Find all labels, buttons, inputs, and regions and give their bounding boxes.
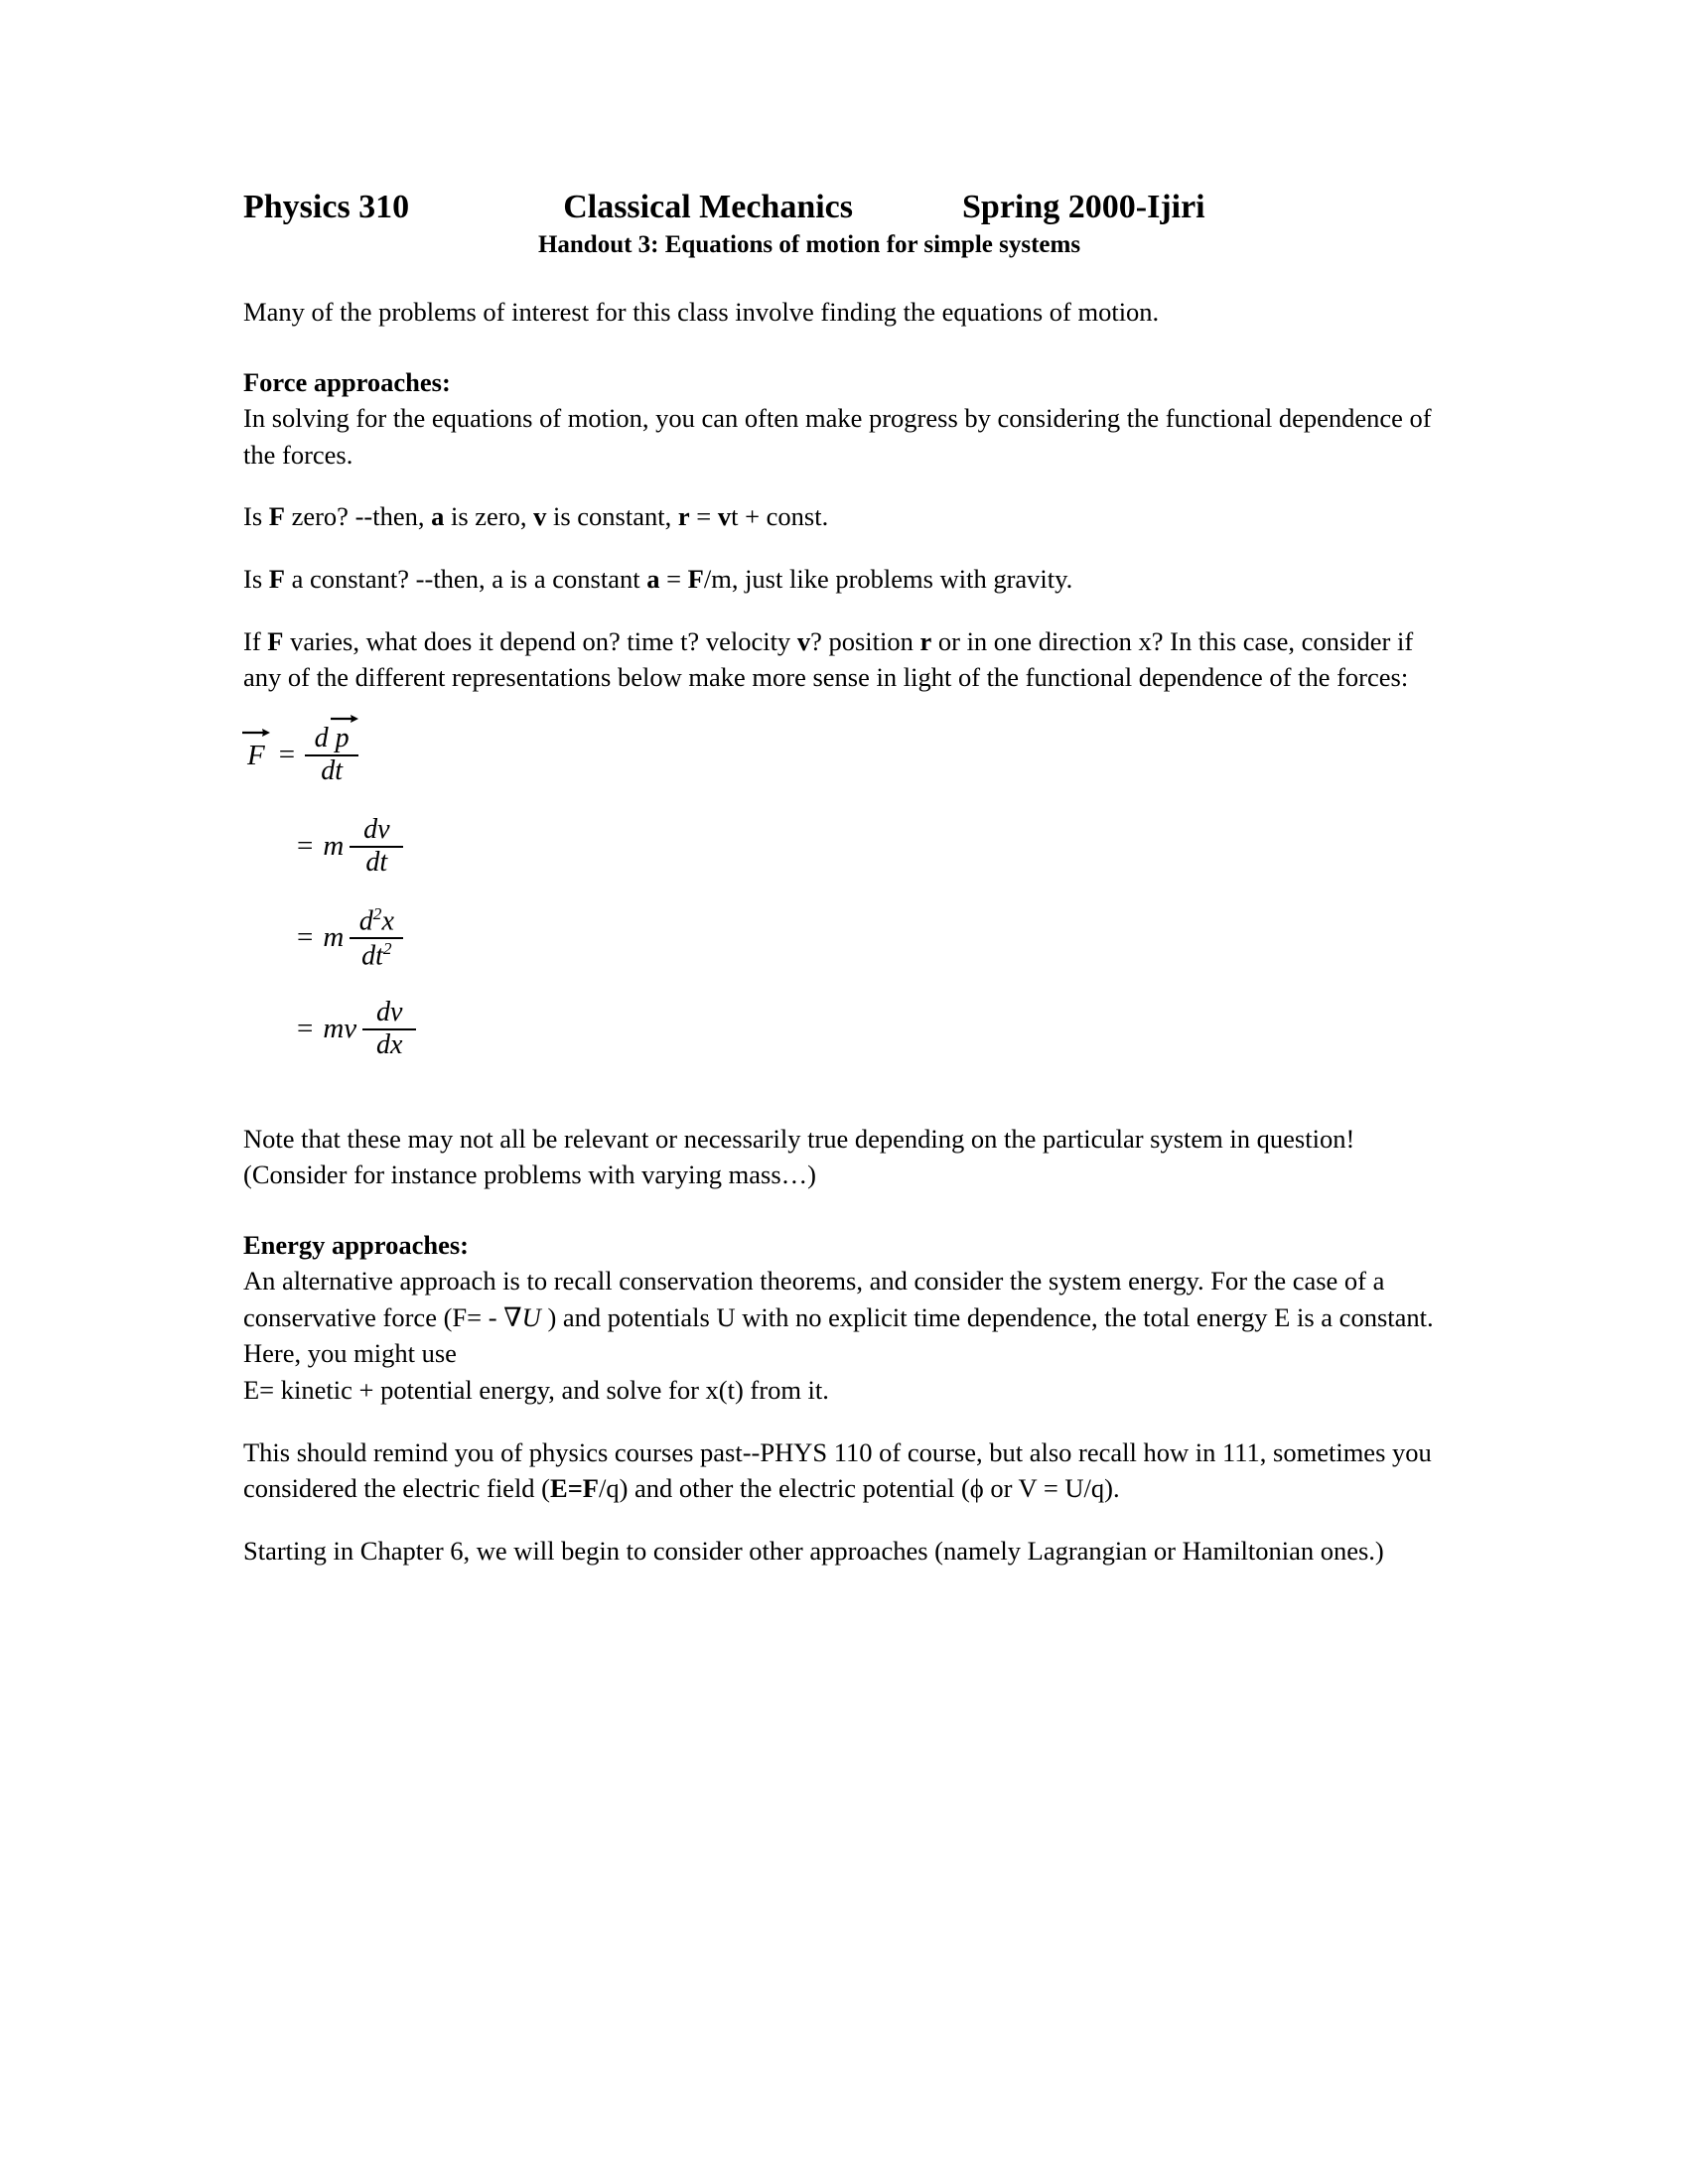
equation-1-lhs-vector-F <box>243 738 269 772</box>
force-constant-seg-4: /m, just like problems with gravity. <box>703 563 1073 594</box>
equation-1-relation: = <box>278 739 296 771</box>
energy-para-seg-2: ) and potentials U with no explicit time dependence, the total energy E is a constant. Here, you might use <box>243 1301 1434 1369</box>
header-course-title: Classical Mechanics <box>563 189 853 225</box>
equation-4-fraction <box>362 999 416 1059</box>
force-approaches-paragraph: In solving for the equations of motion, you can often make progress by considering the functional dependence of the forces. <box>243 403 1432 470</box>
header-term-instructor: Spring 2000-Ijiri <box>962 189 1205 225</box>
force-varies-seg-1: If <box>243 625 268 656</box>
vector-arrow-icon <box>241 727 271 737</box>
force-constant-seg-1: Is <box>243 563 269 594</box>
energy-paragraph-1 <box>243 1263 1435 1408</box>
equation-4-relation: = <box>297 1013 314 1045</box>
energy-approaches-heading: Energy approaches: <box>243 1229 469 1260</box>
vector-v-symbol: v <box>533 501 547 532</box>
spacer <box>243 1075 1435 1121</box>
vector-F-symbol: F <box>268 563 285 594</box>
equation-3-fraction <box>350 905 403 971</box>
vector-r-symbol: r <box>677 501 690 532</box>
force-zero-seg-6: t + const. <box>731 501 829 532</box>
force-varies-paragraph <box>243 623 1435 696</box>
equation-row-1 <box>243 710 1435 801</box>
equation-2-coefficient: m <box>323 830 345 863</box>
vector-F-symbol: F <box>268 501 285 532</box>
spacer <box>243 1409 1435 1434</box>
equation-4-numerator: dv <box>375 997 403 1028</box>
header-course-number: Physics 310 <box>243 189 410 225</box>
handout-subtitle: Handout 3: Equations of motion for simple systems <box>537 231 1081 259</box>
spacer <box>243 260 1435 294</box>
force-constant-seg-3: = <box>659 563 688 594</box>
energy-para-seg-3: E= kinetic + potential energy, and solve for x(t) from it. <box>243 1375 829 1406</box>
equation-2-fraction <box>350 816 403 877</box>
equation-row-2 <box>243 801 1435 892</box>
spacer <box>243 535 1435 561</box>
force-varies-seg-3: ? position <box>810 625 920 656</box>
equation-4-coefficient: mv <box>323 1013 357 1045</box>
document-header <box>243 189 1435 225</box>
spacer <box>243 1193 1435 1227</box>
equations-note-paragraph: Note that these may not all be relevant or necessarily true depending on the particular system in question! (Consider for instance problems with varying mass…) <box>243 1123 1355 1190</box>
equation-1-lhs-label: F <box>247 740 265 772</box>
document-content <box>243 189 1435 1569</box>
energy-para2-seg-1: This should remind you of physics courses past--PHYS 110 of course, but also recall how in 111, sometimes you considered the electric field ( <box>243 1436 1432 1504</box>
equation-2-numerator: dv <box>363 814 390 846</box>
vector-v-symbol: v <box>796 625 811 656</box>
equation-row-4 <box>243 984 1435 1075</box>
equation-1-denominator: dt <box>321 754 343 786</box>
force-zero-line <box>243 498 1435 535</box>
equation-block <box>243 710 1435 1075</box>
equation-1-numerator-label: d p <box>314 723 350 754</box>
equation-2-denominator: dt <box>365 846 388 878</box>
vector-vt-symbol: v <box>717 501 732 532</box>
vector-F-symbol-2: F <box>687 563 704 594</box>
equation-3-relation: = <box>297 921 314 954</box>
equation-1-numerator <box>307 725 357 754</box>
force-varies-seg-2: varies, what does it depend on? time t? velocity <box>283 625 797 656</box>
equation-4-denominator: dx <box>375 1028 403 1060</box>
intro-paragraph: Many of the problems of interest for this class involve finding the equations of motion. <box>243 297 1160 328</box>
force-varies-seg-4: or in one direction x? In this case, consider if any of the different representations below make more sense in light of the functional dependence of the forces: <box>243 625 1414 693</box>
equation-3-coefficient: m <box>323 921 345 954</box>
spacer <box>243 1507 1435 1533</box>
spacer <box>243 598 1435 623</box>
energy-paragraph-2 <box>243 1434 1435 1507</box>
vector-r-symbol: r <box>919 625 932 656</box>
force-zero-seg-2: zero? --then, <box>284 501 432 532</box>
force-zero-seg-1: Is <box>243 501 269 532</box>
equation-2-relation: = <box>297 830 314 863</box>
electric-field-formula: E=F <box>550 1473 599 1504</box>
vector-F-symbol: F <box>267 625 284 656</box>
closing-paragraph: Starting in Chapter 6, we will begin to consider other approaches (namely Lagrangian or Hamiltonian ones.) <box>243 1535 1384 1566</box>
gradient-U-symbol: ∇U <box>503 1301 541 1332</box>
vector-a-symbol: a <box>431 501 445 532</box>
spacer <box>243 473 1435 498</box>
force-zero-seg-4: is constant, <box>546 501 678 532</box>
force-constant-seg-2: a constant? --then, a is a constant <box>284 563 647 594</box>
force-zero-seg-5: = <box>689 501 718 532</box>
equation-1-fraction <box>305 725 358 785</box>
energy-para-seg-1: An alternative approach is to recall conservation theorems, and consider the system energy. For the case of a conservative force (F= - <box>243 1266 1385 1332</box>
force-zero-seg-3: is zero, <box>444 501 534 532</box>
vector-a-symbol: a <box>646 563 660 594</box>
force-approaches-heading: Force approaches: <box>243 366 451 397</box>
spacer <box>243 331 1435 364</box>
force-constant-line <box>243 561 1435 598</box>
energy-para2-seg-2: /q) and other the electric potential (ϕ or V = U/q). <box>598 1473 1120 1504</box>
equation-row-3 <box>243 892 1435 984</box>
equation-3-denominator: $dt^2$ <box>361 938 392 971</box>
equation-3-numerator: $d^2x$ <box>358 903 394 937</box>
vector-arrow-icon <box>330 713 359 723</box>
